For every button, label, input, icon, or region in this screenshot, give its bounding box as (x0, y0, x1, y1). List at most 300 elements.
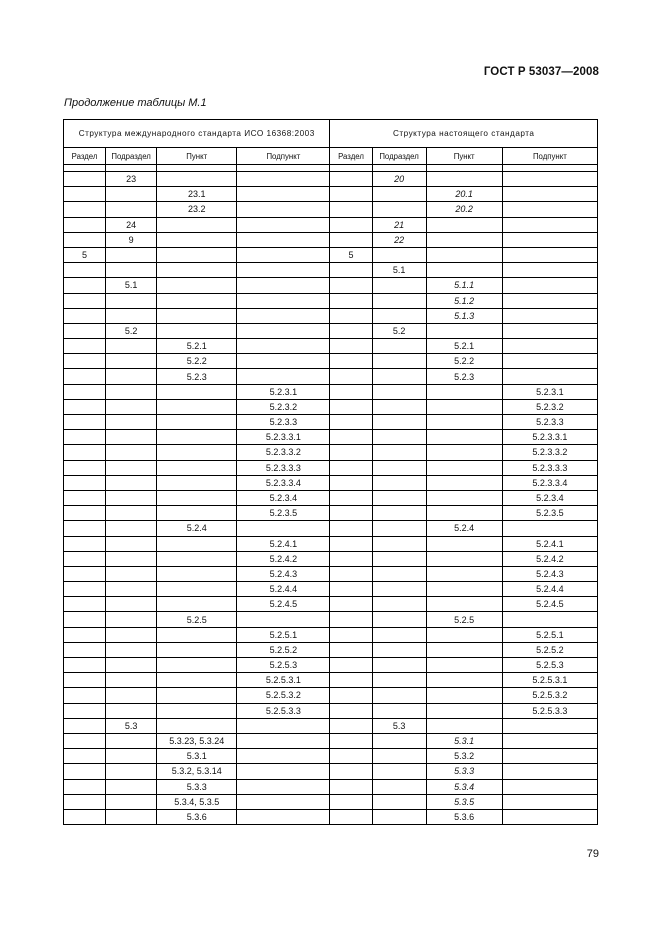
table-cell (502, 521, 597, 536)
table-cell: 5.3.4 (426, 779, 502, 794)
table-row (64, 460, 598, 475)
table-cell (106, 354, 157, 369)
table-cell: 5.2.5.3.1 (502, 673, 597, 688)
table-cell (106, 673, 157, 688)
column-header: Раздел (330, 148, 372, 165)
table-cell (237, 232, 330, 247)
table-cell: 5.2.3.5 (237, 506, 330, 521)
table-cell (64, 597, 106, 612)
table-cell (106, 733, 157, 748)
table-cell (372, 384, 426, 399)
table-cell (64, 658, 106, 673)
table-cell (106, 779, 157, 794)
table-cell (157, 627, 237, 642)
table-row (64, 764, 598, 779)
table-cell (502, 247, 597, 262)
table-cell (237, 794, 330, 809)
table-cell: 5.2.3.3.4 (502, 475, 597, 490)
column-header: Подпункт (237, 148, 330, 165)
table-cell (106, 475, 157, 490)
table-cell: 21 (372, 217, 426, 232)
table-cell (64, 475, 106, 490)
table-cell: 5.2.3.3.2 (237, 445, 330, 460)
table-cell (426, 490, 502, 505)
table-row (64, 430, 598, 445)
table-cell (64, 460, 106, 475)
table-cell: 5.3 (372, 718, 426, 733)
table-cell (64, 172, 106, 187)
table-cell (372, 202, 426, 217)
table-cell (64, 764, 106, 779)
table-cell (426, 384, 502, 399)
table-cell (330, 673, 372, 688)
table-cell (330, 597, 372, 612)
table-cell (106, 445, 157, 460)
table-cell (237, 308, 330, 323)
table-cell (330, 263, 372, 278)
table-cell (237, 339, 330, 354)
group-header-international: Структура международного стандарта ИСО 16368:2003 (64, 120, 330, 148)
mapping-table (63, 119, 598, 825)
table-cell (64, 263, 106, 278)
table-row (64, 658, 598, 673)
table-row (64, 354, 598, 369)
table-cell (330, 460, 372, 475)
table-cell (237, 247, 330, 262)
table-cell (372, 278, 426, 293)
table-cell: 5.3.3 (426, 764, 502, 779)
table-cell (237, 809, 330, 824)
table-cell (64, 703, 106, 718)
table-cell: 5.2.3 (426, 369, 502, 384)
table-cell (426, 172, 502, 187)
table-cell (106, 551, 157, 566)
table-cell (237, 733, 330, 748)
table-cell (426, 460, 502, 475)
table-cell: 5.3.1 (426, 733, 502, 748)
table-cell (502, 278, 597, 293)
table-row (64, 263, 598, 278)
table-row (64, 536, 598, 551)
table-cell (372, 354, 426, 369)
table-cell (502, 718, 597, 733)
table-row (64, 718, 598, 733)
table-cell: 5.2.3.1 (237, 384, 330, 399)
table-cell (157, 323, 237, 338)
table-cell: 5.2.5 (157, 612, 237, 627)
table-cell (372, 642, 426, 657)
table-row (64, 172, 598, 187)
group-header-national: Структура настоящего стандарта (330, 120, 598, 148)
table-row (64, 551, 598, 566)
table-cell (106, 460, 157, 475)
table-cell (106, 339, 157, 354)
table-cell: 20 (372, 172, 426, 187)
table-cell: 5.2.3.2 (502, 399, 597, 414)
table-cell (330, 354, 372, 369)
table-caption: Продолжение таблицы М.1 (64, 97, 207, 109)
table-cell (426, 658, 502, 673)
table-cell (157, 278, 237, 293)
table-cell (64, 339, 106, 354)
table-cell (64, 779, 106, 794)
table-cell (64, 794, 106, 809)
table-cell (426, 703, 502, 718)
table-cell (502, 779, 597, 794)
table-cell: 5.2.5.3.3 (237, 703, 330, 718)
table-cell (64, 323, 106, 338)
table-row (64, 703, 598, 718)
table-cell (64, 278, 106, 293)
table-row (64, 749, 598, 764)
table-cell: 5.2.4.1 (237, 536, 330, 551)
table-cell (330, 642, 372, 657)
table-cell (502, 308, 597, 323)
table-cell (157, 415, 237, 430)
table-cell: 20.2 (426, 202, 502, 217)
table-cell (157, 673, 237, 688)
table-cell (330, 536, 372, 551)
table-cell (64, 566, 106, 581)
table-cell (330, 232, 372, 247)
table-cell (157, 445, 237, 460)
table-cell (330, 521, 372, 536)
table-cell (106, 521, 157, 536)
table-cell (426, 415, 502, 430)
table-cell: 5 (330, 247, 372, 262)
table-cell: 5.2.5.2 (237, 642, 330, 657)
column-header: Подраздел (372, 148, 426, 165)
table-cell: 5.2.4.5 (237, 597, 330, 612)
table-cell (64, 582, 106, 597)
table-cell (157, 399, 237, 414)
table-cell (64, 415, 106, 430)
table-cell: 5.2.4 (426, 521, 502, 536)
table-cell (372, 247, 426, 262)
table-cell (502, 323, 597, 338)
table-cell: 22 (372, 232, 426, 247)
table-cell (157, 430, 237, 445)
table-cell (330, 308, 372, 323)
table-cell (372, 187, 426, 202)
table-cell (106, 263, 157, 278)
table-cell: 5.2.3.4 (502, 490, 597, 505)
table-cell (157, 475, 237, 490)
table-cell (426, 506, 502, 521)
table-cell (157, 597, 237, 612)
table-cell (426, 566, 502, 581)
table-cell (157, 247, 237, 262)
table-cell (64, 673, 106, 688)
table-cell (330, 612, 372, 627)
table-cell (426, 536, 502, 551)
table-cell (106, 308, 157, 323)
table-cell: 5.2.4.1 (502, 536, 597, 551)
table-cell: 23 (106, 172, 157, 187)
table-cell (372, 582, 426, 597)
table-cell (502, 764, 597, 779)
table-cell (330, 293, 372, 308)
table-cell (372, 293, 426, 308)
table-cell: 5.2.5.1 (237, 627, 330, 642)
table-cell: 5.1 (106, 278, 157, 293)
table-cell (330, 582, 372, 597)
table-cell (426, 718, 502, 733)
table-cell: 5.2.5.3 (502, 658, 597, 673)
table-cell (237, 172, 330, 187)
column-header: Подраздел (106, 148, 157, 165)
table-cell: 23.1 (157, 187, 237, 202)
table-cell (372, 536, 426, 551)
table-cell (426, 445, 502, 460)
table-cell (330, 658, 372, 673)
table-cell (106, 642, 157, 657)
table-cell (106, 293, 157, 308)
table-cell (106, 749, 157, 764)
table-cell (502, 293, 597, 308)
table-row (64, 339, 598, 354)
table-cell (372, 339, 426, 354)
table-cell: 5.2.4.2 (237, 551, 330, 566)
table-cell (372, 460, 426, 475)
table-cell (372, 430, 426, 445)
table-cell (64, 642, 106, 657)
table-cell: 23.2 (157, 202, 237, 217)
table-cell (64, 354, 106, 369)
table-cell (106, 764, 157, 779)
table-cell: 5.3.23, 5.3.24 (157, 733, 237, 748)
table-cell (106, 566, 157, 581)
table-cell (64, 217, 106, 232)
table-cell (237, 202, 330, 217)
table-row (64, 490, 598, 505)
column-header: Пункт (426, 148, 502, 165)
table-row (64, 688, 598, 703)
page-number: 79 (586, 848, 599, 860)
table-cell: 5.2.4 (157, 521, 237, 536)
table-cell (237, 323, 330, 338)
table-cell (64, 809, 106, 824)
table-row (64, 399, 598, 414)
table-cell (372, 733, 426, 748)
table-cell: 5.2.3.3 (237, 415, 330, 430)
table-cell (502, 172, 597, 187)
table-cell (330, 809, 372, 824)
table-cell (330, 187, 372, 202)
table-cell (64, 399, 106, 414)
table-cell: 5.1.1 (426, 278, 502, 293)
table-cell: 5.3.6 (157, 809, 237, 824)
table-cell (330, 384, 372, 399)
table-cell (330, 323, 372, 338)
table-cell (330, 688, 372, 703)
table-row (64, 582, 598, 597)
table-cell (106, 612, 157, 627)
table-row (64, 809, 598, 824)
table-cell (106, 582, 157, 597)
table-cell (372, 415, 426, 430)
table-row (64, 323, 598, 338)
table-cell (64, 232, 106, 247)
table-cell (237, 749, 330, 764)
table-cell (106, 430, 157, 445)
table-cell: 5.2.4.4 (237, 582, 330, 597)
table-cell (157, 490, 237, 505)
table-cell (106, 384, 157, 399)
table-cell (502, 733, 597, 748)
table-cell (157, 506, 237, 521)
table-cell (64, 445, 106, 460)
table-cell (106, 703, 157, 718)
table-cell (372, 809, 426, 824)
table-cell: 5.2.5.2 (502, 642, 597, 657)
table-cell: 5.2.5.3 (237, 658, 330, 673)
table-cell (372, 703, 426, 718)
column-header: Пункт (157, 148, 237, 165)
table-cell (426, 430, 502, 445)
table-row (64, 642, 598, 657)
table-row (64, 794, 598, 809)
table-cell (157, 460, 237, 475)
table-cell: 5.3.5 (426, 794, 502, 809)
table-cell (372, 506, 426, 521)
table-cell: 5.2 (372, 323, 426, 338)
table-cell: 5.3 (106, 718, 157, 733)
table-cell (237, 779, 330, 794)
table-cell (64, 551, 106, 566)
table-row (64, 597, 598, 612)
table-cell: 5.2.5.1 (502, 627, 597, 642)
table-cell (426, 475, 502, 490)
table-body (64, 172, 598, 825)
table-cell (64, 202, 106, 217)
table-cell: 5.2.4.4 (502, 582, 597, 597)
table-cell (64, 490, 106, 505)
table-cell (237, 764, 330, 779)
table-cell: 5.3.2 (426, 749, 502, 764)
table-cell: 5.2.5.3.2 (237, 688, 330, 703)
table-cell (64, 749, 106, 764)
table-cell (106, 202, 157, 217)
table-row (64, 415, 598, 430)
table-cell (372, 627, 426, 642)
table-cell (372, 688, 426, 703)
table-cell (237, 293, 330, 308)
table-cell (157, 642, 237, 657)
table-cell (106, 369, 157, 384)
table-cell (502, 339, 597, 354)
table-cell: 5.2.4.3 (502, 566, 597, 581)
table-cell (237, 369, 330, 384)
table-cell (64, 506, 106, 521)
table-cell: 9 (106, 232, 157, 247)
table-cell (330, 733, 372, 748)
table-cell: 5.2.3.3.3 (237, 460, 330, 475)
table-cell (426, 217, 502, 232)
table-cell: 5.2.1 (426, 339, 502, 354)
table-cell (426, 597, 502, 612)
table-cell (237, 263, 330, 278)
table-row (64, 521, 598, 536)
table-cell: 5.2.3 (157, 369, 237, 384)
table-cell (426, 263, 502, 278)
table-cell: 5.2.5.3.3 (502, 703, 597, 718)
table-cell (426, 323, 502, 338)
table-cell (106, 187, 157, 202)
table-row (64, 612, 598, 627)
table-cell (330, 445, 372, 460)
table-cell (502, 794, 597, 809)
table-cell: 5.2.3.3.4 (237, 475, 330, 490)
table-cell (330, 217, 372, 232)
table-cell (64, 718, 106, 733)
table-cell (426, 627, 502, 642)
table-cell: 5.2.1 (157, 339, 237, 354)
table-cell (157, 384, 237, 399)
table-cell: 20.1 (426, 187, 502, 202)
table-row (64, 308, 598, 323)
table-cell (372, 612, 426, 627)
table-cell (64, 308, 106, 323)
table-cell (106, 597, 157, 612)
table-cell (237, 278, 330, 293)
table-row (64, 445, 598, 460)
table-cell: 5.2.3.1 (502, 384, 597, 399)
table-row (64, 627, 598, 642)
table-cell: 5.1 (372, 263, 426, 278)
table-cell (106, 794, 157, 809)
table-cell (372, 551, 426, 566)
table-cell (372, 399, 426, 414)
table-cell (372, 749, 426, 764)
table-cell (157, 566, 237, 581)
table-cell (64, 627, 106, 642)
table-cell (106, 415, 157, 430)
table-cell: 5.2.5.3.1 (237, 673, 330, 688)
table-cell (330, 278, 372, 293)
table-cell (157, 217, 237, 232)
table-cell (426, 399, 502, 414)
table-cell (502, 202, 597, 217)
table-cell (157, 308, 237, 323)
table-cell: 5.2.3.3.1 (237, 430, 330, 445)
table-cell (106, 506, 157, 521)
table-cell (237, 718, 330, 733)
table-cell: 5.2.4.3 (237, 566, 330, 581)
table-cell (64, 187, 106, 202)
table-cell (106, 658, 157, 673)
table-cell (106, 490, 157, 505)
table-cell (64, 384, 106, 399)
table-cell (330, 794, 372, 809)
table-cell: 5.2.4.5 (502, 597, 597, 612)
table-cell: 5.1.3 (426, 308, 502, 323)
table-cell (106, 536, 157, 551)
table-cell (502, 263, 597, 278)
table-cell: 5.3.6 (426, 809, 502, 824)
table-cell (64, 521, 106, 536)
table-cell (426, 642, 502, 657)
table-cell (157, 688, 237, 703)
table-cell (64, 536, 106, 551)
table-cell: 5.3.2, 5.3.14 (157, 764, 237, 779)
table-cell (237, 612, 330, 627)
table-cell (237, 217, 330, 232)
table-cell (64, 733, 106, 748)
table-cell (106, 809, 157, 824)
table-cell (64, 688, 106, 703)
table-cell (330, 749, 372, 764)
